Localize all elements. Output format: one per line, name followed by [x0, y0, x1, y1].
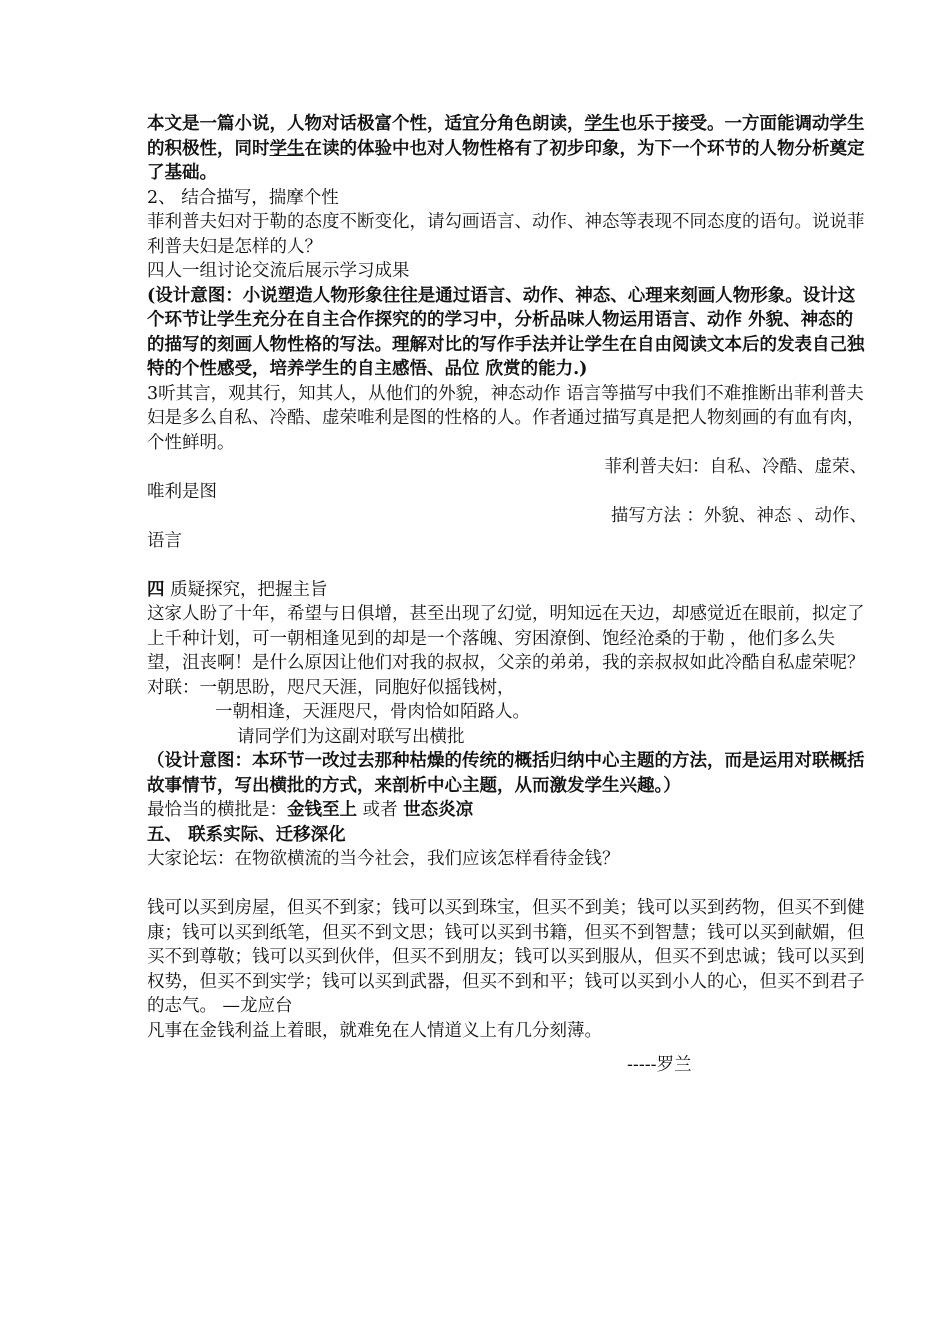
answer-or: 或者 — [357, 800, 404, 820]
intro-text-a: 本文是一篇小说，人物对话极富个性，适宜分角色朗读， — [147, 114, 585, 134]
summary-methods-cont: 语言 — [147, 530, 182, 551]
forum-question: 大家论坛：在物欲横流的当今社会，我们应该怎样看待金钱？ — [147, 849, 620, 869]
section-4-text: 这家人盼了十年，希望与日俱增，甚至出现了幻觉，明知远在天边，却感觉近在眼前，拟定了上千种计划，可一朝相逢见到的却是一个落魄、穷困潦倒、饱经沧桑的于勒 ，他们多么失望，沮丧啊！是什么原因让他们对我的叔叔，父亲的弟弟，我的亲叔叔如此冷酷自私虚荣呢？ — [147, 604, 865, 673]
section-4-title: 质疑探究，把握主旨 — [164, 579, 328, 600]
section-2-task: 菲利普夫妇对于勒的态度不断变化，请勾画语言、动作、神态等表现不同态度的语句。说说菲利普夫妇是怎样的人？ — [147, 212, 865, 257]
section-4-number: 四 — [147, 579, 165, 600]
intro-text-c: 在读的体验中也对人物性格有了初步印象，为下一个环节的人物分析奠定了基础。 — [147, 138, 865, 183]
spacer — [147, 553, 867, 578]
section-5-heading: 五、 联系实际、迁移深化 — [147, 824, 346, 845]
document-page — [147, 112, 867, 1078]
section-3-text: 3听其言，观其行，知其人，从他们的外貌，神态动作 语言等描写中我们不难推断出菲利普夫妇是多么自私、冷酷、虚荣唯利是图的性格的人。作者通过描写真是把人物刻画的有血有肉，个性鲜明。 — [147, 383, 865, 453]
couplet-line-2: 一朝相逢，天涯咫尺，骨肉恰如陌路人。 — [215, 702, 530, 722]
couplet-first: 一朝思盼，咫尺天涯，同胞好似摇钱树， — [199, 677, 515, 698]
section-4-heading — [147, 578, 867, 603]
intro-underlined-1: 学生 — [584, 114, 620, 134]
answer-label: 最恰当的横批是： — [147, 800, 287, 820]
section-2-heading: 2、 结合描写，揣摩个性 — [147, 187, 339, 208]
quote-signature: -----罗兰 — [627, 1055, 692, 1075]
quote-luolan: 凡事在金钱利益上着眼，就难免在人情道义上有几分刻薄。 — [147, 1020, 602, 1041]
quote-long-yingtai: 钱可以买到房屋，但买不到家；钱可以买到珠宝，但买不到美；钱可以买到药物，但买不到健康；钱可以买到纸笔，但买不到文思；钱可以买到书籍，但买不到智慧；钱可以买到献媚，但买不到尊敬；钱可以买到伙伴，但买不到朋友；钱可以买到服从，但买不到忠诚；钱可以买到权势，但买不到实学；钱可以买到武器，但买不到和平；钱可以买到小人的心，但买不到君子的志气。 —龙应台 — [147, 898, 865, 1016]
couplet-answer — [147, 798, 867, 823]
couplet-line-1 — [147, 676, 867, 701]
answer-2: 世态炎凉 — [403, 800, 474, 820]
intro-underlined-2: 学生 — [269, 138, 305, 159]
summary-traits: 菲利普夫妇：自私、冷酷、虚荣、 — [604, 457, 867, 477]
section-4-design-intent: （设计意图：本环节一改过去那种枯燥的传统的概括归纳中心主题的方法，而是运用对联概括故事情节，写出横批的方式，来剖析中心主题，从而激发学生兴趣。） — [147, 751, 865, 796]
couplet-label: 对联： — [147, 677, 200, 698]
couplet-prompt: 请同学们为这副对联写出横批 — [237, 726, 465, 747]
section-2-group: 四人一组讨论交流后展示学习成果 — [147, 261, 410, 281]
section-2-design-intent: (设计意图：小说塑造人物形象往往是通过语言、动作、神态、心理来刻画人物形象。设计这个环节让学生充分在自主合作探究的的学习中，分析品味人物运用语言、动作 外貌、神态的的描写的刻画人物性格的写法。理解对比的写作手法并让学生在自由阅读文本后的发表自己独特的个性感受，培养学生的自主感悟、品位 欣赏的能力.) — [147, 285, 865, 379]
spacer — [147, 872, 867, 897]
summary-methods: 描写方法 ：外貌、神态 、动作、 — [610, 506, 867, 526]
summary-traits-cont: 唯利是图 — [147, 481, 217, 502]
answer-1: 金钱至上 — [287, 800, 357, 820]
intro-paragraph — [147, 112, 867, 186]
intro-text-b: 也乐于接受。一方面能调动学生的积极性，同时 — [147, 114, 865, 159]
